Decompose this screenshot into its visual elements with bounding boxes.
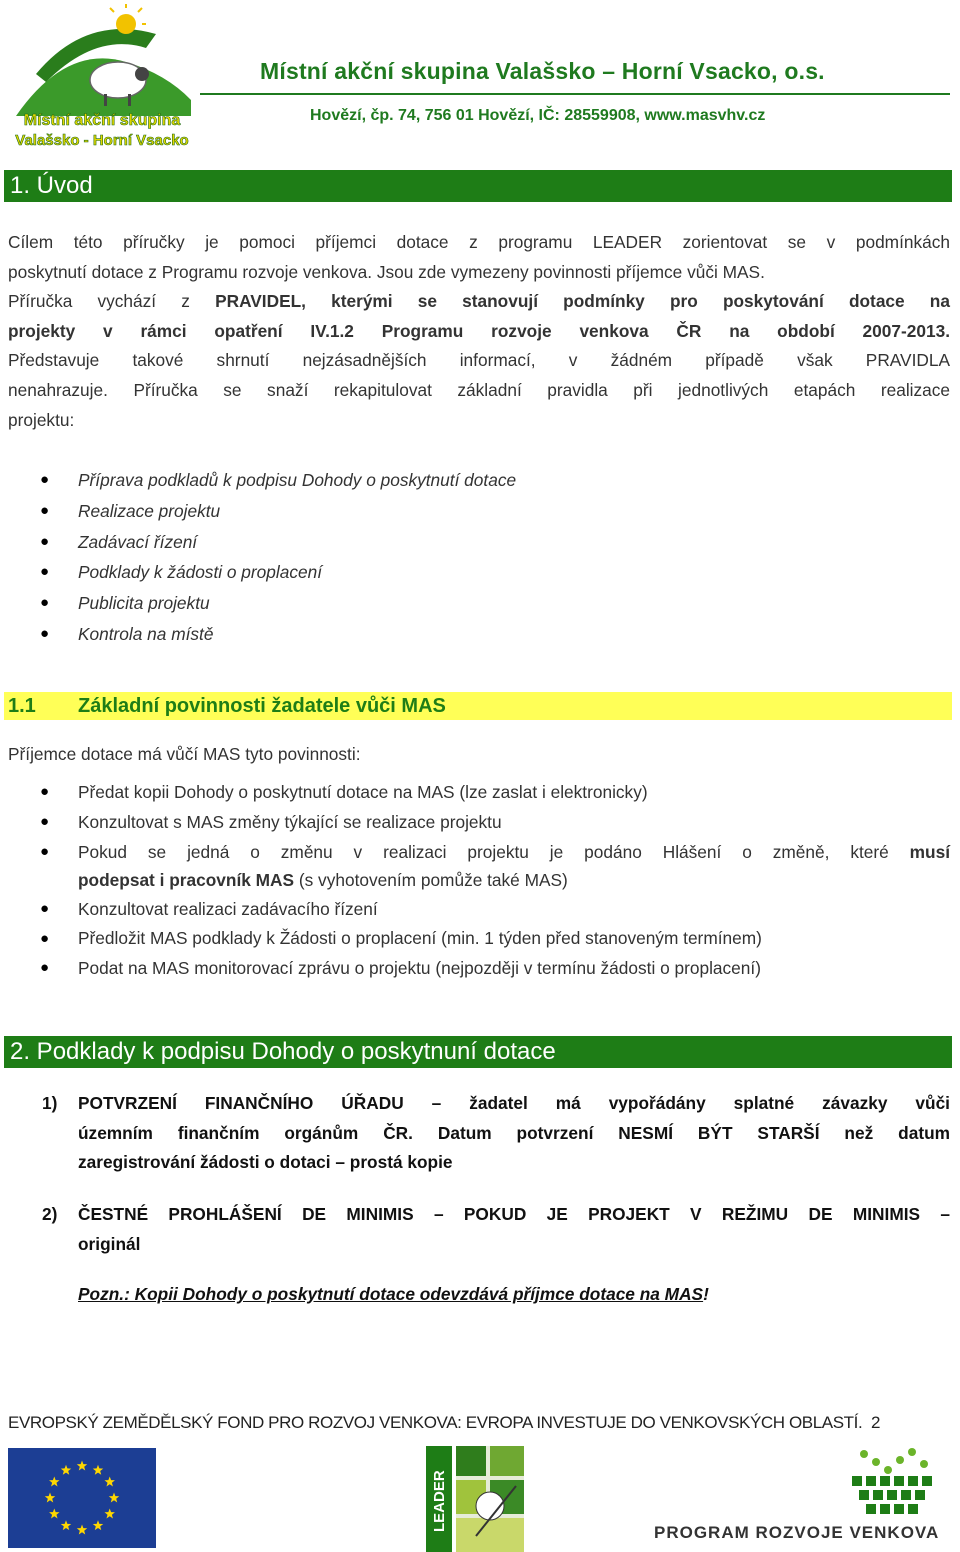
bullet-icon: ● [40, 532, 50, 550]
list-item-label: Zadávací řízení [78, 531, 198, 552]
list-item [0, 496, 950, 527]
text-line: Cílem této příručky je pomoci příjemci dotace z programu LEADER zorientovat se v podmínkách [8, 232, 950, 252]
bullet-icon: ● [40, 471, 50, 488]
list-number: 1) [42, 1093, 58, 1113]
text-line: projektu: [8, 409, 75, 430]
list-item [0, 808, 950, 836]
list-item-label: Podat na MAS monitorovací zprávu o projektu (nejpozději v termínu žádosti o proplacení) [78, 957, 761, 978]
text-run-bold: PRAVIDEL, kterými se stanovují podmínky pro poskytování dotace na [215, 291, 950, 312]
svg-text:Valašsko - Horní Vsacko: Valašsko - Horní Vsacko [15, 132, 189, 149]
text-line: projekty v rámci opatření IV.1.2 Programu rozvoje venkova ČR na období 2007-2013. [8, 320, 950, 341]
section-heading: 1. Úvod [10, 172, 93, 199]
text-line: ČESTNÉ PROHLÁŠENÍ DE MINIMIS – POKUD JE PROJEKT V REŽIMU DE MINIMIS – [78, 1204, 950, 1225]
svg-text:PROGRAM ROZVOJE VENKOVA: PROGRAM ROZVOJE VENKOVA [654, 1523, 940, 1542]
bullet-icon: ● [40, 563, 50, 581]
list-item-label: Publicita projektu [78, 593, 210, 614]
list-item-label: Příprava podkladů k podpisu Dohody o poskytnutí dotace [78, 470, 517, 490]
header-divider [200, 93, 950, 95]
list-item-label: Předložit MAS podklady k Žádosti o proplacení (min. 1 týden před stanoveným termínem) [78, 927, 762, 948]
list-item [0, 894, 950, 924]
svg-text:LEADER: LEADER [431, 1470, 448, 1532]
list-item-label: Konzultovat realizaci zadávacího řízení [78, 898, 378, 919]
text-line: Představuje takové shrnutí nejzásadnějších informací, v žádném případě však PRAVIDLA [8, 350, 950, 371]
bullet-icon: ● [40, 899, 50, 917]
text-run-bold: podepsat i pracovník MAS [78, 869, 295, 890]
footer-text [8, 1413, 880, 1433]
note-text: Pozn.: Kopii Dohody o poskytnutí dotace odevzdává příjmce dotace na MAS [78, 1284, 704, 1304]
leader-logo [426, 1446, 524, 1552]
phase-list [0, 465, 950, 650]
text-line: Příjemce dotace má vůčí MAS tyto povinnosti: [8, 744, 361, 764]
bullet-icon: ● [40, 958, 50, 976]
list-item [0, 557, 950, 588]
text-run-bold: musí [909, 841, 950, 862]
text-line [78, 838, 950, 866]
note [78, 1284, 709, 1305]
text-line: územním finančním orgánům ČR. Datum potvrzení NESMÍ BÝT STARŠÍ než datum [78, 1122, 950, 1143]
text-line [78, 866, 950, 894]
organization-name: Místní akční skupina Valašsko – Horní Vsacko, o.s. [260, 58, 825, 84]
list-item [0, 465, 950, 496]
section-heading-bar [4, 1036, 952, 1068]
bullet-icon: ● [40, 929, 50, 947]
bullet-icon: ● [40, 624, 50, 642]
subsection-number: 1.1 [8, 695, 36, 717]
list-item [0, 777, 950, 808]
list-item-label: Podklady k žádosti o proplacení [78, 562, 323, 583]
text-line: POTVRZENÍ FINANČNÍHO ÚŘADU – žadatel má vypořádány splatné závazky vůči [78, 1093, 950, 1113]
text-run: Pokud se jedná o změnu v realizaci projektu je podáno Hlášení o změně, které [78, 841, 910, 862]
list-item-label: Kontrola na místě [78, 623, 214, 644]
list-item-label: Konzultovat s MAS změny týkající se realizace projektu [78, 811, 502, 832]
bullet-icon: ● [40, 842, 50, 860]
text-line: originál [78, 1233, 141, 1254]
list-item [0, 1089, 950, 1178]
list-item [0, 619, 950, 650]
mas-logo [6, 4, 196, 154]
section-heading: 2. Podklady k podpisu Dohody o poskytnuní dotace [10, 1038, 556, 1065]
subsection-heading-bar [4, 692, 952, 720]
section-heading-bar [4, 170, 952, 202]
obligations-intro [8, 740, 950, 770]
list-item-label: Předat kopii Dohody o poskytnutí dotace na MAS (lze zaslat i elektronicky) [78, 782, 648, 802]
list-item [0, 588, 950, 619]
intro-paragraph [8, 228, 950, 435]
list-item [0, 527, 950, 558]
program-rozvoje-venkova-logo [654, 1446, 944, 1550]
eu-flag-icon [8, 1448, 156, 1548]
list-item [0, 1200, 950, 1259]
organization-address: Hovězí, čp. 74, 756 01 Hovězí, IČ: 28559908, www.masvhv.cz [310, 107, 766, 124]
bullet-icon: ● [40, 501, 50, 519]
requirements-list [0, 1089, 950, 1260]
bullet-icon: ● [40, 594, 50, 612]
list-item [0, 836, 950, 894]
text-run: Příručka vychází z [8, 291, 216, 312]
svg-text:Místní akční skupina: Místní akční skupina [23, 112, 181, 129]
subsection-heading: Základní povinnosti žadatele vůči MAS [78, 695, 446, 717]
bullet-icon: ● [40, 812, 50, 830]
note-exclamation: ! [703, 1284, 709, 1304]
text-line [8, 287, 950, 317]
list-number: 2) [42, 1204, 58, 1225]
text-line: zaregistrování žádosti o dotaci – prostá kopie [78, 1152, 453, 1173]
text-line: nenahrazuje. Příručka se snaží rekapitulovat základní pravidla při jednotlivých etapách realizace [8, 379, 950, 400]
obligations-list [0, 777, 950, 983]
page-number: 2 [870, 1413, 881, 1432]
text-run: (s vyhotovením pomůže také MAS) [294, 869, 568, 890]
bullet-icon: ● [40, 783, 50, 800]
list-item-label: Realizace projektu [78, 500, 221, 521]
list-item [0, 953, 950, 983]
text-line: poskytnutí dotace z Programu rozvoje venkova. Jsou zde vymezeny povinnosti příjemce vůči MAS. [8, 261, 765, 282]
footer-slogan: EVROPSKÝ ZEMĚDĚLSKÝ FOND PRO ROZVOJ VENKOVA: EVROPA INVESTUJE DO VENKOVSKÝCH OBLASTÍ. [8, 1413, 863, 1432]
list-item [0, 924, 950, 953]
